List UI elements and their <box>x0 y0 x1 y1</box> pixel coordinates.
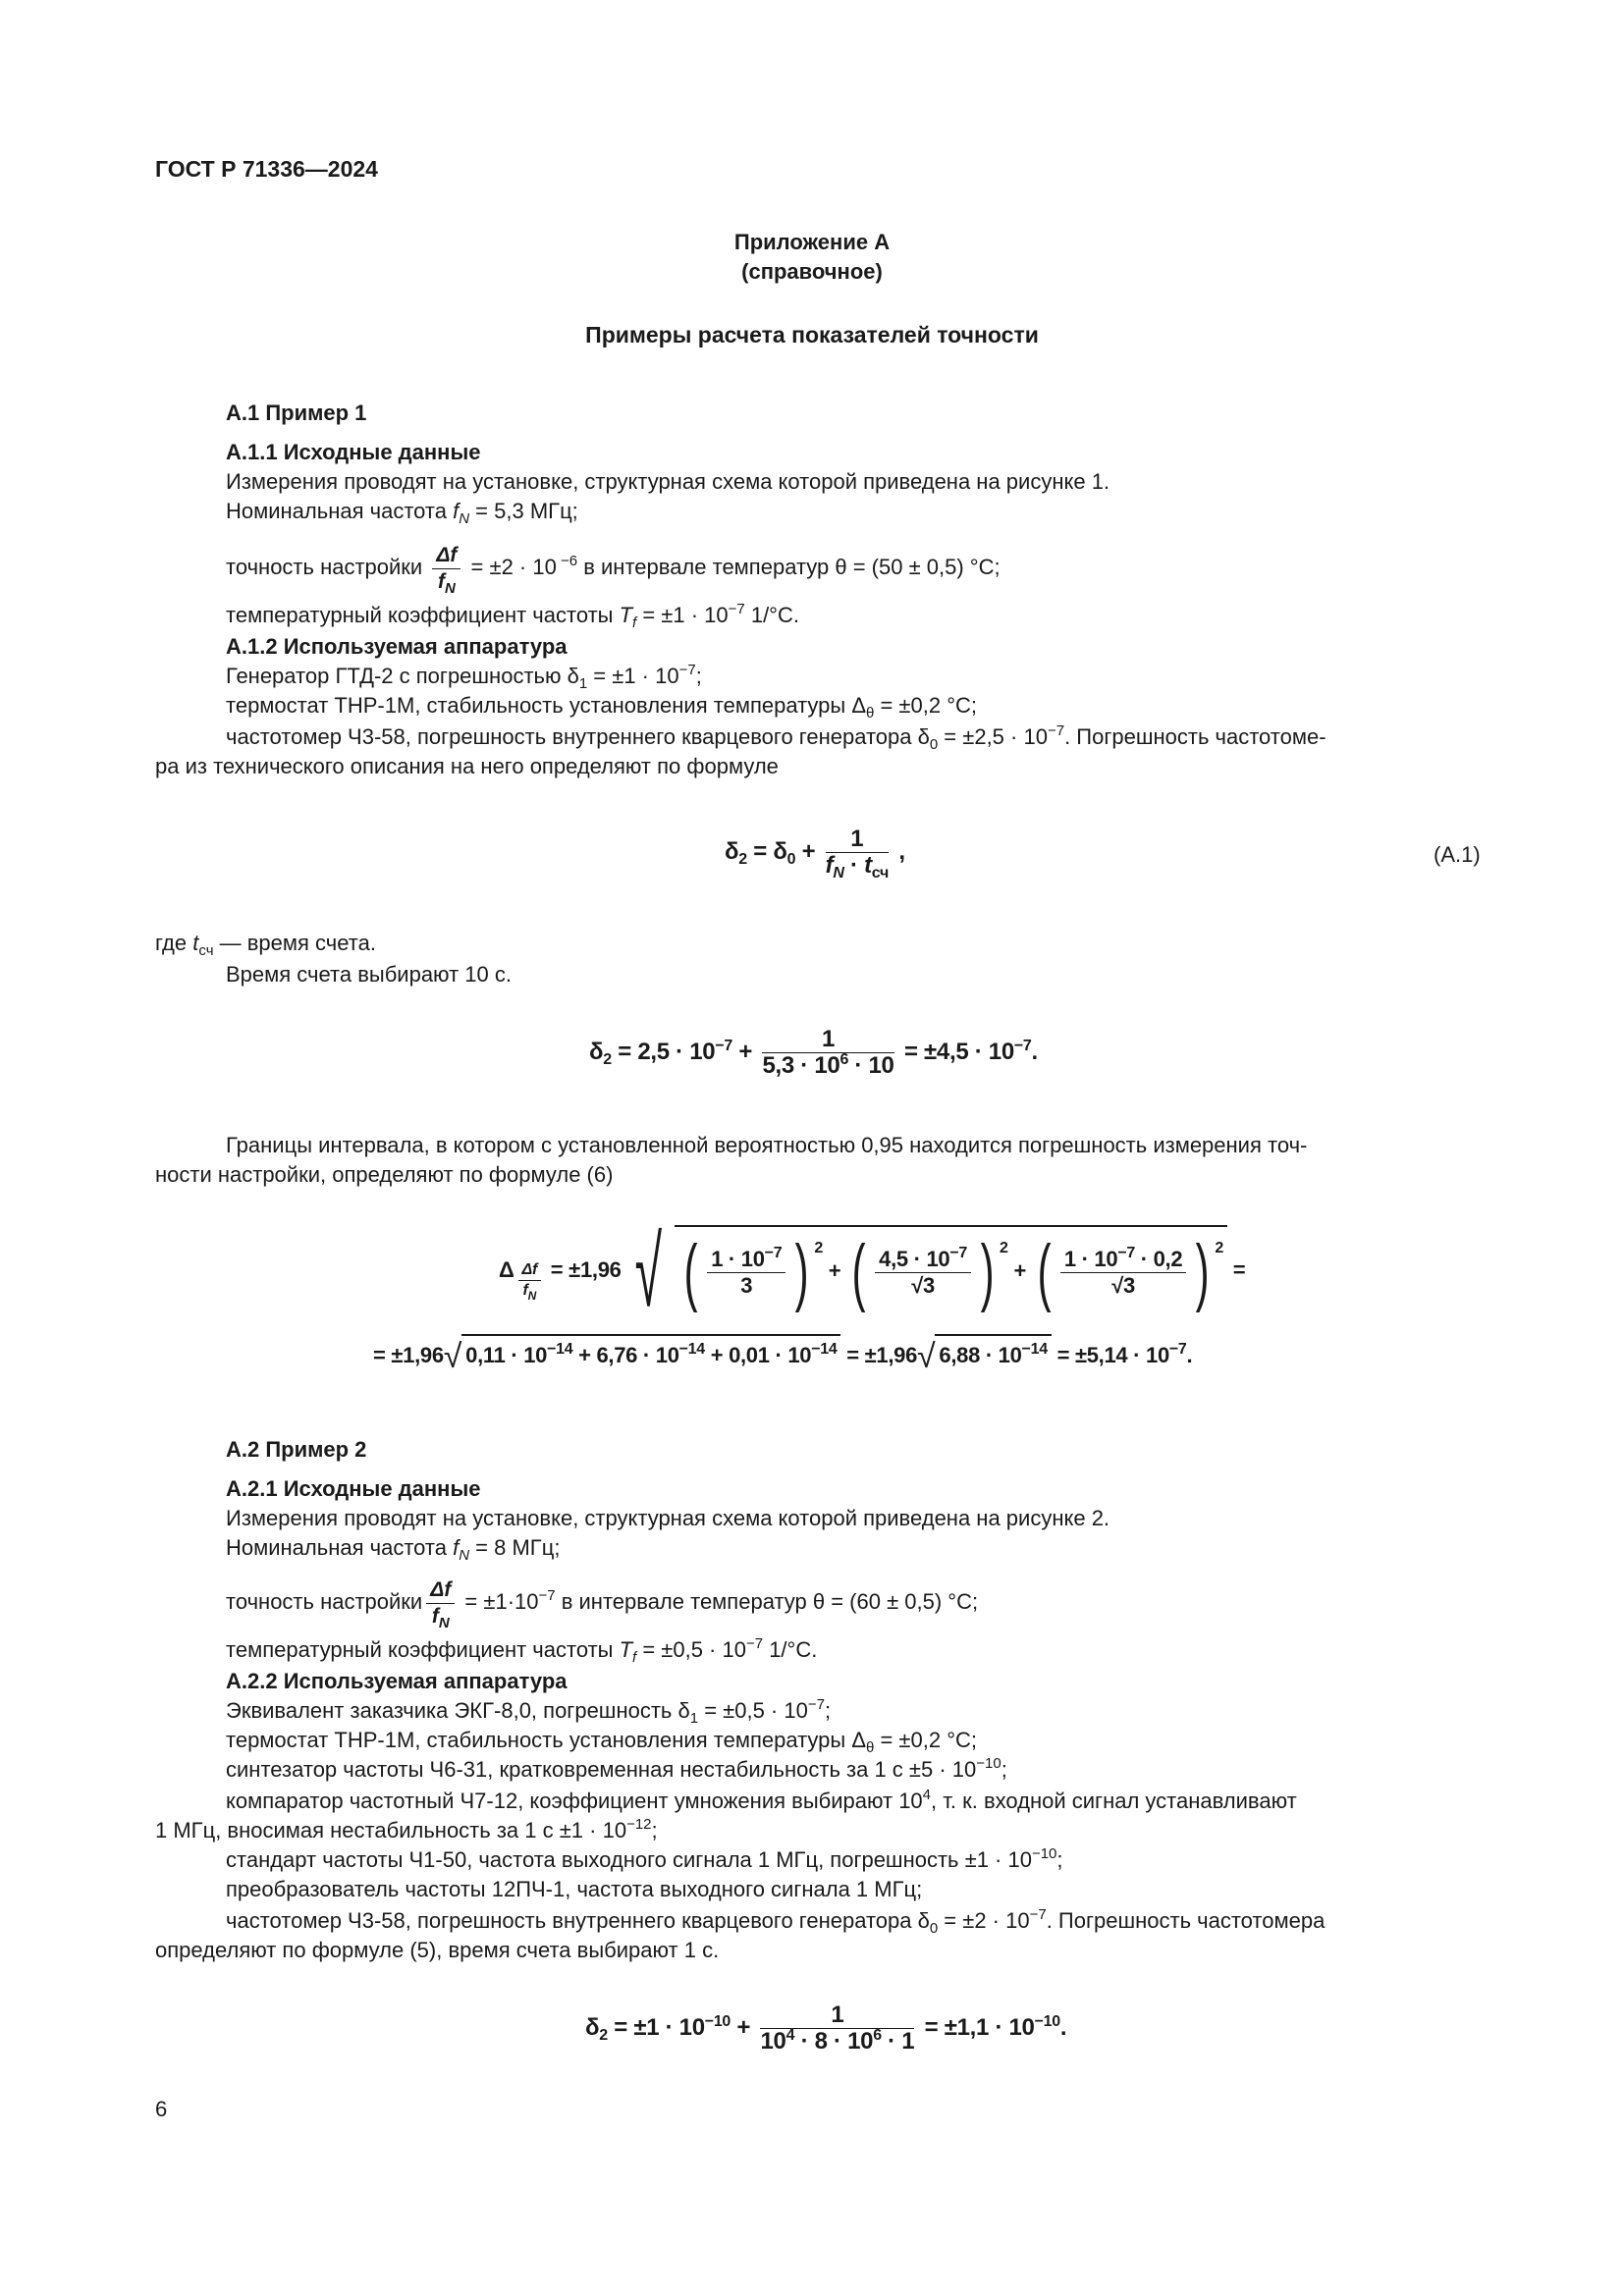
appendix-label: Приложение А <box>733 230 891 254</box>
fraction: $\frac{1}{f_N \cdot t_{сч}}$ <box>825 826 889 882</box>
fraction: $\frac{\Delta f}{f_N}$ <box>432 543 460 595</box>
equipment-frequency-meter: частотомер Ч3-58, погрешность внутреннего кварцевого генератора $\delta_0 = \pm 2,5 \cdot 10^{-7}$. Погрешность частотоме- <box>226 722 1326 753</box>
formula-number: (А.1) <box>1434 842 1481 867</box>
radical-icon: √ <box>917 1338 936 1376</box>
section-a2-1-heading: А.2.1 Исходные данные <box>226 1476 481 1501</box>
calculation-delta-bounds: Δ $\frac{\Delta f}{f_N}$ = ±1,96 √ ( $\frac{1 \cdot 10^{-7}}{3}$ ) $^2$ + ( $\frac{4,5 \cdot 10^{-7}}{√3}$ ) $^2$ + ( $\frac{1 \cdot 10^{-7} \cdot 0,2}{√3}$ ) $^2$ = <box>499 1217 1246 1328</box>
section-a2-heading: А.2 Пример 2 <box>226 1437 367 1462</box>
section-a1-2-heading: А.1.2 Используемая аппаратура <box>226 634 568 659</box>
accuracy-line: точность настройки $\frac{\Delta f}{f_N}$ = ±2 · 10 $^{-6}$ в интервале температур θ = (50 ± 0,5) °С; <box>226 543 1001 597</box>
section-a1-heading: А.1 Пример 1 <box>226 400 367 425</box>
appendix-title: Примеры расчета показателей точности <box>585 322 1039 347</box>
fraction: $\frac{\Delta f}{f_N}$ <box>426 1577 455 1629</box>
paragraph: ра из технического описания на него определяют по формуле <box>155 754 779 778</box>
nominal-frequency-line: Номинальная частота $f_N = 8$ МГц; <box>226 1535 561 1564</box>
equipment-generator: Генератор ГТД-2 с погрешностью $\delta_1 = \pm 1 \cdot 10^{-7}$; <box>226 662 702 692</box>
page-number: 6 <box>155 2097 168 2121</box>
equipment-equivalent: Эквивалент заказчика ЭКГ-8,0, погрешность $\delta_1 = \pm 0,5 \cdot 10^{-7}$; <box>226 1696 832 1727</box>
paragraph: Время счета выбирают 10 с. <box>226 962 512 987</box>
paragraph: ности настройки, определяют по формуле (6) <box>155 1162 614 1187</box>
equipment-comparator: компаратор частотный Ч7-12, коэффициент умножения выбирают $10^4$, т. к. входной сигнал устанавливают <box>226 1787 1297 1813</box>
appendix-status: (справочное) <box>741 259 883 284</box>
document-code: ГОСТ Р 71336—2024 <box>155 156 378 182</box>
fraction: $\frac{\Delta f}{f_N}$ <box>518 1260 541 1301</box>
equipment-thermostat: термостат ТНР-1М, стабильность установления температуры $\Delta_\theta = \pm 0,2$ °С; <box>226 1728 977 1756</box>
equipment-frequency-meter: частотомер Ч3-58, погрешность внутреннего кварцевого генератора $\delta_0 = \pm 2 \cdot 10^{-7}$. Погрешность частотомера <box>226 1906 1326 1937</box>
calculation-delta-bounds-result: = ±1,96√ $0,11 \cdot 10^{-14} + 6,76 \cdot 10^{-14} + 0,01 \cdot 10^{-14} = \pm 1,96√$ $6,88 \cdot 10^{-14} = \pm 5,14 \cdot 10^{-7}$. <box>373 1331 1192 1380</box>
paragraph: определяют по формуле (5), время счета выбирают 1 с. <box>155 1938 720 1962</box>
temp-coefficient-line: температурный коэффициент частоты $T_f = \pm 0,5 \cdot 10^{-7}$ 1/°С. <box>226 1635 818 1666</box>
section-a1-1-heading: А.1.1 Исходные данные <box>226 440 481 464</box>
paragraph: 1 МГц, вносимая нестабильность за 1 $с \pm 1 \cdot 10^{-12}$; <box>155 1816 658 1842</box>
fraction: $\frac{4,5 \cdot 10^{-7}}{√3}$ <box>875 1247 971 1299</box>
paragraph: Границы интервала, в котором с установленной вероятностью 0,95 находится погрешность измерения точ- <box>226 1133 1308 1157</box>
temp-coefficient-line: температурный коэффициент частоты $T_f = \pm 1 \cdot 10^{-7}$ 1/°С. <box>226 601 799 631</box>
fraction: $\frac{1 \cdot 10^{-7} \cdot 0,2}{√3}$ <box>1060 1247 1186 1299</box>
fraction: $\frac{1}{10^4 \cdot 8 \cdot 10^6 \cdot 1}$ <box>760 2002 915 2056</box>
equipment-synthesizer: синтезатор частоты Ч6-31, кратковременная нестабильность за 1 $с \pm 5 \cdot 10^{-10}$; <box>226 1755 1007 1782</box>
equipment-thermostat: термостат ТНР-1М, стабильность установления температуры $\Delta_\theta = \pm 0,2$ °С; <box>226 693 977 721</box>
paragraph: Измерения проводят на установке, структурная схема которой приведена на рисунке 1. <box>226 469 1110 494</box>
square-root: √ ( $\frac{1 \cdot 10^{-7}}{3}$ ) $^2$ + ( $\frac{4,5 \cdot 10^{-7}}{√3}$ ) $^2$ + ( $\frac{1 \cdot 10^{-7} \cdot 0,2}{√3}$ ) $^2$ <box>622 1218 1227 1324</box>
calculation-delta2: $\delta_2 = 2,5 \cdot 10^{-7}$ + $\frac{1}{5,3 \cdot 10^6 \cdot 10}$ = $\pm 4,5 \cdot 10^{-7}$. <box>589 1026 1038 1080</box>
accuracy-line: точность настройки $\frac{\Delta f}{f_N}$ = $\pm 1\cdot 10^{-7}$ в интервале температур θ = (60 ± 0,5) °С; <box>226 1577 979 1631</box>
radical-icon: √ <box>443 1338 462 1376</box>
formula-a1: $\delta_2 = \delta_0$ + $\frac{1}{f_N \cdot t_{сч}}$ , <box>725 826 905 882</box>
where-line: где $t_{сч}$ — время счета. <box>155 931 376 959</box>
radical-icon: √ <box>634 1217 662 1328</box>
fraction: $\frac{1}{5,3 \cdot 10^6 \cdot 10}$ <box>762 1026 894 1080</box>
fraction: $\frac{1 \cdot 10^{-7}}{3}$ <box>707 1247 785 1299</box>
nominal-frequency-line: Номинальная частота $f_N = 5,3$ МГц; <box>226 499 578 527</box>
equipment-converter: преобразователь частоты 12ПЧ-1, частота выходного сигнала 1 МГц; <box>226 1877 923 1901</box>
calculation-delta2: $\delta_2 = \pm 1 \cdot 10^{-10}$ + $\frac{1}{10^4 \cdot 8 \cdot 10^6 \cdot 1}$ = $\pm 1,1 \cdot 10^{-10}$. <box>585 2002 1067 2056</box>
section-a2-2-heading: А.2.2 Используемая аппаратура <box>226 1669 568 1693</box>
equipment-frequency-standard: стандарт частоты Ч1-50, частота выходного сигнала 1 МГц, погрешность $\pm 1 \cdot 10^{-10}$; <box>226 1845 1063 1872</box>
paragraph: Измерения проводят на установке, структурная схема которой приведена на рисунке 2. <box>226 1506 1110 1530</box>
